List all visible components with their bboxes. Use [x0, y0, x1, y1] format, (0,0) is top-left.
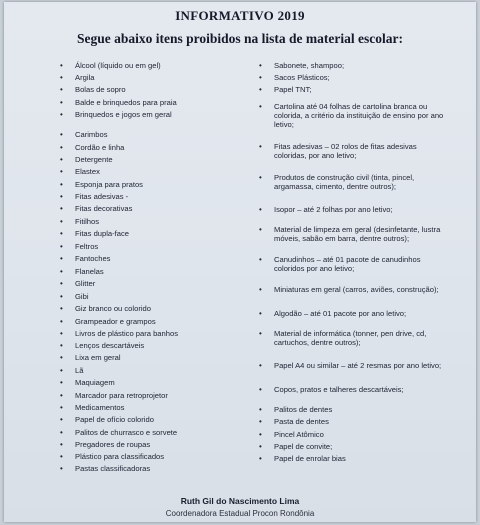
list-item: • Gibi	[60, 292, 89, 301]
list-item: • Álcool (líquido ou em gel)	[60, 61, 161, 70]
list-item: • Glitter	[60, 279, 95, 288]
list-item: • Fitilhos	[60, 217, 99, 226]
list-item: • Produtos de construção civil (tinta, pincel, argamassa, cimento, dentre outros);	[259, 173, 449, 191]
list-item: • Fitas decorativas	[60, 204, 132, 213]
list-item: • Papel de convite;	[259, 442, 332, 451]
list-item: • Fitas adesivas -	[60, 192, 128, 201]
list-item: • Lã	[60, 366, 83, 375]
list-item: • Miniaturas em geral (carros, aviões, construção);	[259, 285, 439, 294]
list-item: • Pastas classificadoras	[60, 464, 150, 473]
list-item: • Bolas de sopro	[60, 85, 126, 94]
list-item: • Palitos de dentes	[259, 405, 332, 414]
list-item: • Copos, pratos e talheres descartáveis;	[259, 385, 404, 394]
list-item: • Fantoches	[60, 254, 110, 263]
list-item: • Papel TNT;	[259, 85, 311, 94]
list-item: • Fitas dupla-face	[60, 229, 129, 238]
document-title: INFORMATIVO 2019	[175, 8, 305, 23]
list-item: • Cordão e linha	[60, 143, 124, 152]
list-item: • Papel A4 ou similar – até 2 resmas por ano letivo;	[259, 361, 441, 370]
list-item: • Brinquedos e jogos em geral	[60, 110, 172, 119]
list-item: • Carimbos	[60, 130, 108, 139]
list-item: • Flanelas	[60, 267, 104, 276]
list-item: • Elastex	[60, 167, 100, 176]
list-item: • Lixa em geral	[60, 353, 121, 362]
list-item: • Livros de plástico para banhos	[60, 329, 178, 338]
list-item: • Esponja para pratos	[60, 180, 143, 189]
signature-name: Ruth Gil do Nascimento Lima	[180, 496, 300, 506]
list-item: • Medicamentos	[60, 403, 124, 412]
list-item: • Sacos Plásticos;	[259, 73, 330, 82]
list-item: • Grampeador e grampos	[60, 317, 156, 326]
list-item: • Detergente	[60, 155, 113, 164]
list-item: • Material de informática (tonner, pen drive, cd, cartuchos, dentre outros);	[259, 329, 449, 347]
list-item: • Material de limpeza em geral (desinfetante, lustra móveis, sabão em barra, dentre outros);	[259, 225, 449, 243]
list-item: • Plástico para classificados	[60, 452, 164, 461]
list-item: • Pregadores de roupas	[60, 440, 150, 449]
document-sheet	[4, 2, 476, 522]
list-item: • Papel de ofício colorido	[60, 415, 154, 424]
list-item: • Canudinhos – até 01 pacote de canudinhos coloridos por ano letivo;	[259, 255, 449, 273]
list-item: • Papel de enrolar bias	[259, 454, 346, 463]
signature-role: Coordenadora Estadual Procon Rondônia	[165, 509, 315, 518]
list-item: • Balde e brinquedos para praia	[60, 98, 177, 107]
list-item: • Palitos de churrasco e sorvete	[60, 428, 177, 437]
list-item: • Giz branco ou colorido	[60, 304, 151, 313]
list-item: • Isopor – até 2 folhas por ano letivo;	[259, 205, 393, 214]
list-item: • Algodão – até 01 pacote por ano letivo;	[259, 309, 406, 318]
list-item: • Maquiagem	[60, 378, 115, 387]
list-item: • Argila	[60, 73, 94, 82]
list-item: • Pincel Atômico	[259, 430, 324, 439]
list-item: • Lenços descartáveis	[60, 341, 144, 350]
list-item: • Sabonete, shampoo;	[259, 61, 344, 70]
list-item: • Marcador para retroprojetor	[60, 391, 168, 400]
document-subtitle: Segue abaixo itens proibidos na lista de material escolar:	[77, 31, 403, 46]
list-item: • Feltros	[60, 242, 98, 251]
list-item: • Pasta de dentes	[259, 417, 329, 426]
list-item: • Cartolina até 04 folhas de cartolina branca ou colorida, a critério da instituição de ensino por ano letivo;	[259, 102, 449, 129]
list-item: • Fitas adesivas – 02 rolos de fitas adesivas coloridas, por ano letivo;	[259, 142, 449, 160]
